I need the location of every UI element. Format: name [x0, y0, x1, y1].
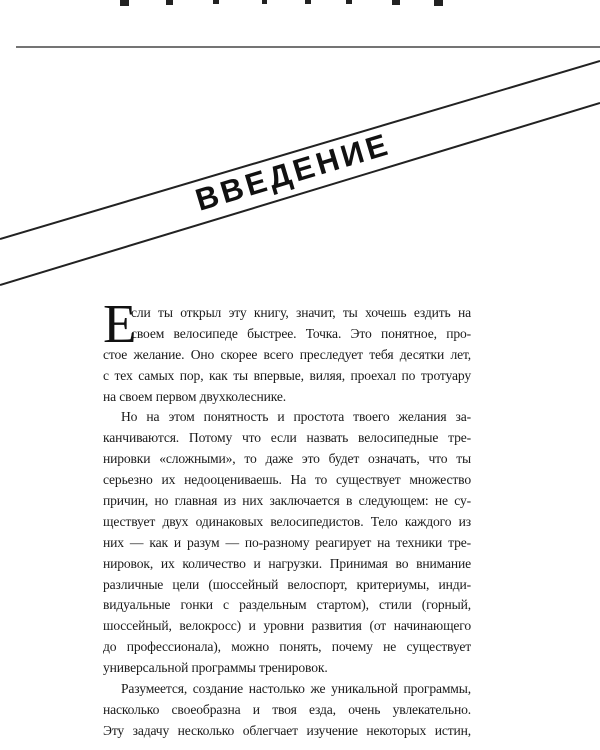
upper-diagonal-rule	[0, 61, 600, 239]
text-line: различные цели (шоссейный велоспорт, критериумы, инди-	[103, 576, 471, 592]
body-text	[103, 293, 471, 742]
text-line: с тех самых пор, как ты впервые, виляя, проехал по тротуару	[103, 367, 471, 383]
text-line: универсальной программы тренировок.	[103, 660, 328, 676]
text-line: причин, но главная из них заключается в следующем: не су-	[103, 493, 471, 509]
paragraph-2	[103, 407, 471, 679]
lower-diagonal-rule	[0, 103, 600, 285]
text-line: Но на этом понятность и простота твоего желания за-	[121, 409, 471, 425]
heading-banner	[0, 0, 600, 300]
text-line: шоссейный, велокросс) и уровни развития (от начинающего	[103, 618, 471, 634]
text-line: Разумеется, создание настолько же уникальной программы,	[121, 681, 471, 697]
text-line: стое желание. Оно скорее всего преследует тебя десятки лет,	[103, 346, 471, 362]
text-line: нировок, их количество и нагрузки. Принимая во внимание	[103, 555, 471, 571]
paragraph-1	[103, 293, 471, 407]
chapter-heading: ВВЕДЕНИЕ	[191, 126, 395, 218]
text-line: ществует двух одинаковых велосипедистов. Тело каждого из	[103, 513, 471, 529]
text-line: на своем первом двухколеснике.	[103, 388, 286, 404]
drop-cap: Е	[103, 293, 137, 354]
text-line: них — как и разум — по-разному реагирует на техники тре-	[103, 534, 471, 550]
text-line: серьезно их недооцениваешь. На то существует множество	[103, 472, 471, 488]
text-line: Эту задачу несколько облегчает изучение некоторых истин,	[103, 722, 471, 738]
paragraph-3	[103, 679, 471, 742]
text-line: канчиваются. Потому что если назвать велосипедные тре-	[103, 430, 471, 446]
text-line: нировки «сложными», то даже это будет означать, что ты	[103, 451, 471, 467]
text-line: сли ты открыл эту книгу, значит, ты хочешь ездить на	[131, 305, 471, 320]
text-line: своем велосипеде быстрее. Точка. Это понятное, про-	[131, 325, 471, 341]
text-line: насколько своеобразна и твоя езда, очень увлекательно.	[103, 701, 471, 717]
text-line: видуальные гонки с раздельным стартом), стили (горный,	[103, 597, 471, 613]
text-line: до профессионала), можно понять, почему не существует	[103, 639, 471, 655]
